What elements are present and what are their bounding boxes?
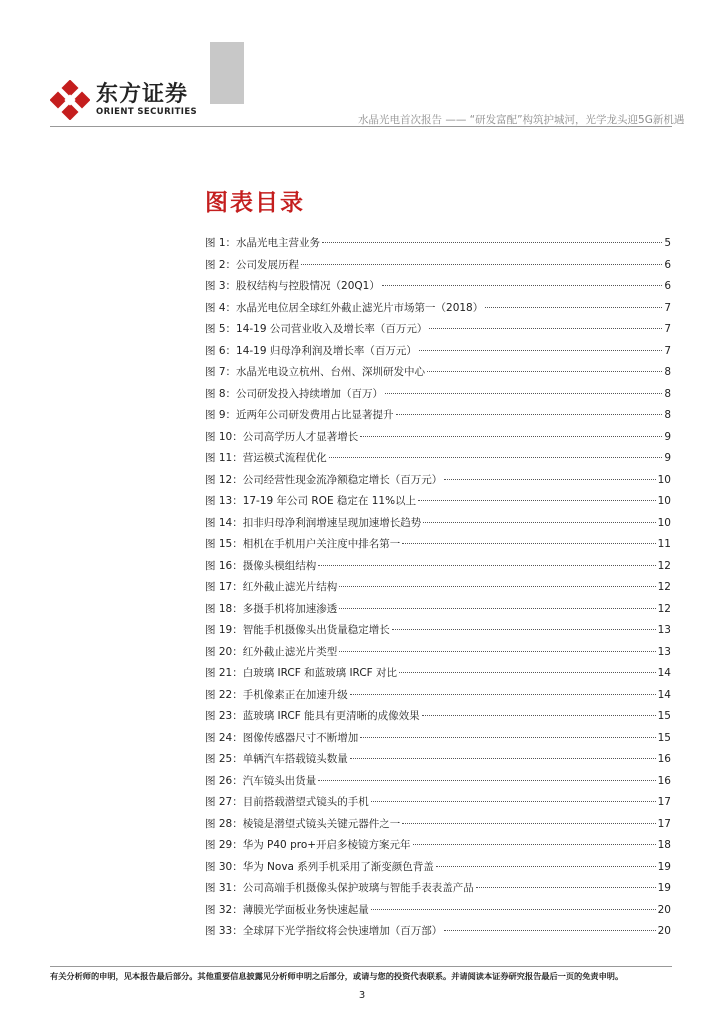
toc-entry-page: 10 bbox=[657, 516, 671, 529]
toc-entry[interactable] bbox=[205, 536, 671, 558]
toc-entry-label: 图 5：14-19 公司营业收入及增长率（百万元） bbox=[205, 323, 428, 335]
table-of-figures bbox=[205, 235, 671, 945]
toc-leader-dots bbox=[339, 608, 655, 609]
toc-leader-dots bbox=[322, 242, 662, 243]
toc-entry-page: 20 bbox=[657, 903, 671, 916]
toc-leader-dots bbox=[350, 694, 656, 695]
toc-entry[interactable] bbox=[205, 601, 671, 623]
toc-entry-label: 图 28：棱镜是潜望式镜头关键元器件之一 bbox=[205, 817, 401, 830]
toc-entry[interactable] bbox=[205, 923, 671, 945]
page-number: 3 bbox=[358, 990, 366, 1001]
toc-entry-label: 图 15：相机在手机用户关注度中排名第一 bbox=[205, 538, 401, 550]
toc-leader-dots bbox=[419, 350, 662, 351]
toc-entry-page: 13 bbox=[657, 645, 671, 658]
toc-entry-label: 图 32：薄膜光学面板业务快速起量 bbox=[205, 903, 369, 916]
toc-entry-label: 图 30：华为 Nova 系列手机采用了渐变颜色背盖 bbox=[205, 860, 434, 873]
toc-heading: 图表目录 bbox=[205, 190, 305, 216]
toc-entry-label: 图 13：17-19 年公司 ROE 稳定在 11%以上 bbox=[205, 495, 417, 507]
toc-entry[interactable] bbox=[205, 407, 671, 429]
toc-leader-dots bbox=[418, 500, 656, 501]
toc-entry-page: 14 bbox=[657, 688, 671, 701]
toc-entry[interactable] bbox=[205, 472, 671, 494]
toc-entry[interactable] bbox=[205, 515, 671, 537]
toc-leader-dots bbox=[385, 393, 662, 394]
toc-entry-page: 18 bbox=[657, 839, 671, 851]
logo-chinese-name: 东方证券 bbox=[96, 81, 189, 107]
toc-leader-dots bbox=[444, 479, 655, 480]
toc-entry-page: 20 bbox=[657, 925, 671, 937]
toc-entry[interactable] bbox=[205, 816, 671, 838]
company-logo bbox=[50, 80, 197, 120]
toc-entry-page: 8 bbox=[664, 387, 671, 400]
toc-entry-page: 6 bbox=[664, 280, 671, 292]
toc-leader-dots bbox=[382, 285, 662, 286]
toc-entry-label: 图 14：扣非归母净利润增速呈现加速增长趋势 bbox=[205, 516, 422, 529]
toc-entry-page: 15 bbox=[657, 731, 671, 744]
toc-leader-dots bbox=[429, 328, 662, 329]
toc-entry-page: 9 bbox=[664, 452, 671, 464]
toc-entry-page: 7 bbox=[664, 344, 671, 357]
footer-divider bbox=[50, 966, 672, 967]
toc-leader-dots bbox=[396, 414, 663, 415]
logo-english-name: ORIENT SECURITIES bbox=[96, 106, 198, 117]
toc-entry-page: 16 bbox=[657, 753, 671, 765]
toc-entry-label: 图 20：红外截止滤光片类型 bbox=[205, 645, 338, 658]
toc-entry[interactable] bbox=[205, 278, 671, 300]
toc-entry-page: 12 bbox=[657, 581, 671, 593]
report-title: 水晶光电首次报告 —— “研发富配”构筑护城河，光学龙头迎5G新机遇 bbox=[358, 114, 685, 126]
toc-leader-dots bbox=[339, 586, 655, 587]
toc-entry-label: 图 11：营运模式流程优化 bbox=[205, 452, 327, 464]
toc-entry-label: 图 24：图像传感器尺寸不断增加 bbox=[205, 731, 359, 744]
toc-entry[interactable] bbox=[205, 321, 671, 343]
toc-leader-dots bbox=[301, 264, 662, 265]
toc-entry[interactable] bbox=[205, 558, 671, 580]
toc-leader-dots bbox=[360, 436, 662, 437]
toc-leader-dots bbox=[413, 844, 656, 845]
toc-entry-label: 图 18：多摄手机将加速渗透 bbox=[205, 602, 338, 615]
orient-logo-icon bbox=[50, 80, 90, 120]
toc-leader-dots bbox=[402, 823, 655, 824]
toc-entry-page: 7 bbox=[664, 323, 671, 335]
toc-entry-page: 8 bbox=[664, 409, 671, 421]
toc-leader-dots bbox=[318, 780, 655, 781]
toc-entry-label: 图 27：目前搭载潜望式镜头的手机 bbox=[205, 796, 369, 808]
toc-entry-label: 图 16：摄像头模组结构 bbox=[205, 559, 317, 572]
toc-leader-dots bbox=[436, 866, 656, 867]
toc-entry-page: 14 bbox=[657, 667, 671, 679]
toc-entry-label: 图 17：红外截止滤光片结构 bbox=[205, 581, 338, 593]
toc-entry[interactable] bbox=[205, 751, 671, 773]
toc-entry-label: 图 22：手机像素正在加速升级 bbox=[205, 688, 348, 701]
toc-entry-label: 图 9：近两年公司研发费用占比显著提升 bbox=[205, 409, 394, 421]
header-divider bbox=[50, 126, 672, 127]
toc-entry-page: 10 bbox=[657, 495, 671, 507]
toc-entry-label: 图 31：公司高端手机摄像头保护玻璃与智能手表表盖产品 bbox=[205, 882, 474, 894]
toc-entry[interactable] bbox=[205, 343, 671, 365]
toc-leader-dots bbox=[444, 930, 655, 931]
toc-leader-dots bbox=[402, 543, 655, 544]
toc-entry[interactable] bbox=[205, 257, 671, 279]
toc-leader-dots bbox=[476, 887, 656, 888]
toc-entry-label: 图 3：股权结构与控股情况（20Q1） bbox=[205, 280, 380, 292]
toc-entry[interactable] bbox=[205, 730, 671, 752]
toc-entry-label: 图 19：智能手机摄像头出货量稳定增长 bbox=[205, 624, 390, 636]
toc-entry[interactable] bbox=[205, 364, 671, 386]
toc-entry[interactable] bbox=[205, 235, 671, 257]
toc-entry-label: 图 33：全球屏下光学指纹将会快速增加（百万部） bbox=[205, 925, 443, 937]
toc-entry[interactable] bbox=[205, 665, 671, 687]
toc-leader-dots bbox=[371, 909, 656, 910]
toc-leader-dots bbox=[399, 672, 656, 673]
toc-entry[interactable] bbox=[205, 902, 671, 924]
toc-entry-label: 图 7：水晶光电设立杭州、台州、深圳研发中心 bbox=[205, 366, 426, 378]
toc-entry-page: 17 bbox=[657, 817, 671, 830]
toc-entry-label: 图 6：14-19 归母净利润及增长率（百万元） bbox=[205, 344, 417, 357]
toc-leader-dots bbox=[329, 457, 663, 458]
toc-entry-label: 图 1：水晶光电主营业务 bbox=[205, 237, 321, 249]
toc-entry-page: 10 bbox=[657, 473, 671, 486]
toc-entry[interactable] bbox=[205, 644, 671, 666]
footer-disclaimer: 有关分析师的申明，见本报告最后部分。其他重要信息披露见分析师申明之后部分，或请与您的投资代表联系。并请阅读本证券研究报告最后一页的免责申明。 bbox=[50, 971, 624, 981]
toc-entry-page: 5 bbox=[664, 237, 671, 249]
toc-entry[interactable] bbox=[205, 794, 671, 816]
toc-leader-dots bbox=[423, 522, 655, 523]
toc-entry-label: 图 26：汽车镜头出货量 bbox=[205, 774, 317, 787]
toc-entry-page: 19 bbox=[657, 860, 671, 873]
toc-entry-page: 8 bbox=[664, 366, 671, 378]
toc-entry-page: 17 bbox=[657, 796, 671, 808]
toc-leader-dots bbox=[427, 371, 662, 372]
toc-entry[interactable] bbox=[205, 493, 671, 515]
toc-entry[interactable] bbox=[205, 622, 671, 644]
toc-leader-dots bbox=[371, 801, 656, 802]
toc-entry-page: 15 bbox=[657, 710, 671, 722]
toc-entry-label: 图 12：公司经营性现金流净额稳定增长（百万元） bbox=[205, 473, 443, 486]
toc-leader-dots bbox=[350, 758, 656, 759]
toc-entry-label: 图 29：华为 P40 pro+开启多棱镜方案元年 bbox=[205, 839, 411, 851]
toc-entry-label: 图 10：公司高学历人才显著增长 bbox=[205, 430, 359, 443]
toc-entry[interactable] bbox=[205, 579, 671, 601]
toc-entry-label: 图 21：白玻璃 IRCF 和蓝玻璃 IRCF 对比 bbox=[205, 667, 398, 679]
toc-entry[interactable] bbox=[205, 450, 671, 472]
header-decor-bar bbox=[210, 42, 244, 104]
toc-leader-dots bbox=[339, 651, 655, 652]
toc-entry-page: 9 bbox=[664, 430, 671, 443]
toc-entry[interactable] bbox=[205, 837, 671, 859]
toc-entry-label: 图 8：公司研发投入持续增加（百万） bbox=[205, 387, 384, 400]
toc-entry-page: 16 bbox=[657, 774, 671, 787]
toc-entry[interactable] bbox=[205, 773, 671, 795]
toc-entry-page: 12 bbox=[657, 602, 671, 615]
toc-entry-label: 图 4：水晶光电位居全球红外截止滤光片市场第一（2018） bbox=[205, 301, 484, 314]
toc-entry-page: 6 bbox=[664, 258, 671, 271]
toc-entry[interactable] bbox=[205, 859, 671, 881]
toc-entry[interactable] bbox=[205, 386, 671, 408]
toc-entry[interactable] bbox=[205, 429, 671, 451]
toc-leader-dots bbox=[422, 715, 656, 716]
toc-entry-page: 7 bbox=[664, 301, 671, 314]
toc-entry-page: 19 bbox=[657, 882, 671, 894]
toc-leader-dots bbox=[485, 307, 662, 308]
toc-entry[interactable] bbox=[205, 880, 671, 902]
toc-leader-dots bbox=[392, 629, 656, 630]
toc-entry-label: 图 2：公司发展历程 bbox=[205, 258, 300, 271]
toc-entry-label: 图 25：单辆汽车搭载镜头数量 bbox=[205, 753, 348, 765]
toc-entry[interactable] bbox=[205, 687, 671, 709]
toc-entry-label: 图 23：蓝玻璃 IRCF 能具有更清晰的成像效果 bbox=[205, 710, 420, 722]
toc-leader-dots bbox=[318, 565, 655, 566]
toc-entry-page: 13 bbox=[657, 624, 671, 636]
toc-leader-dots bbox=[360, 737, 655, 738]
toc-entry-page: 11 bbox=[657, 538, 671, 550]
toc-entry-page: 12 bbox=[657, 559, 671, 572]
toc-entry[interactable] bbox=[205, 708, 671, 730]
toc-entry[interactable] bbox=[205, 300, 671, 322]
